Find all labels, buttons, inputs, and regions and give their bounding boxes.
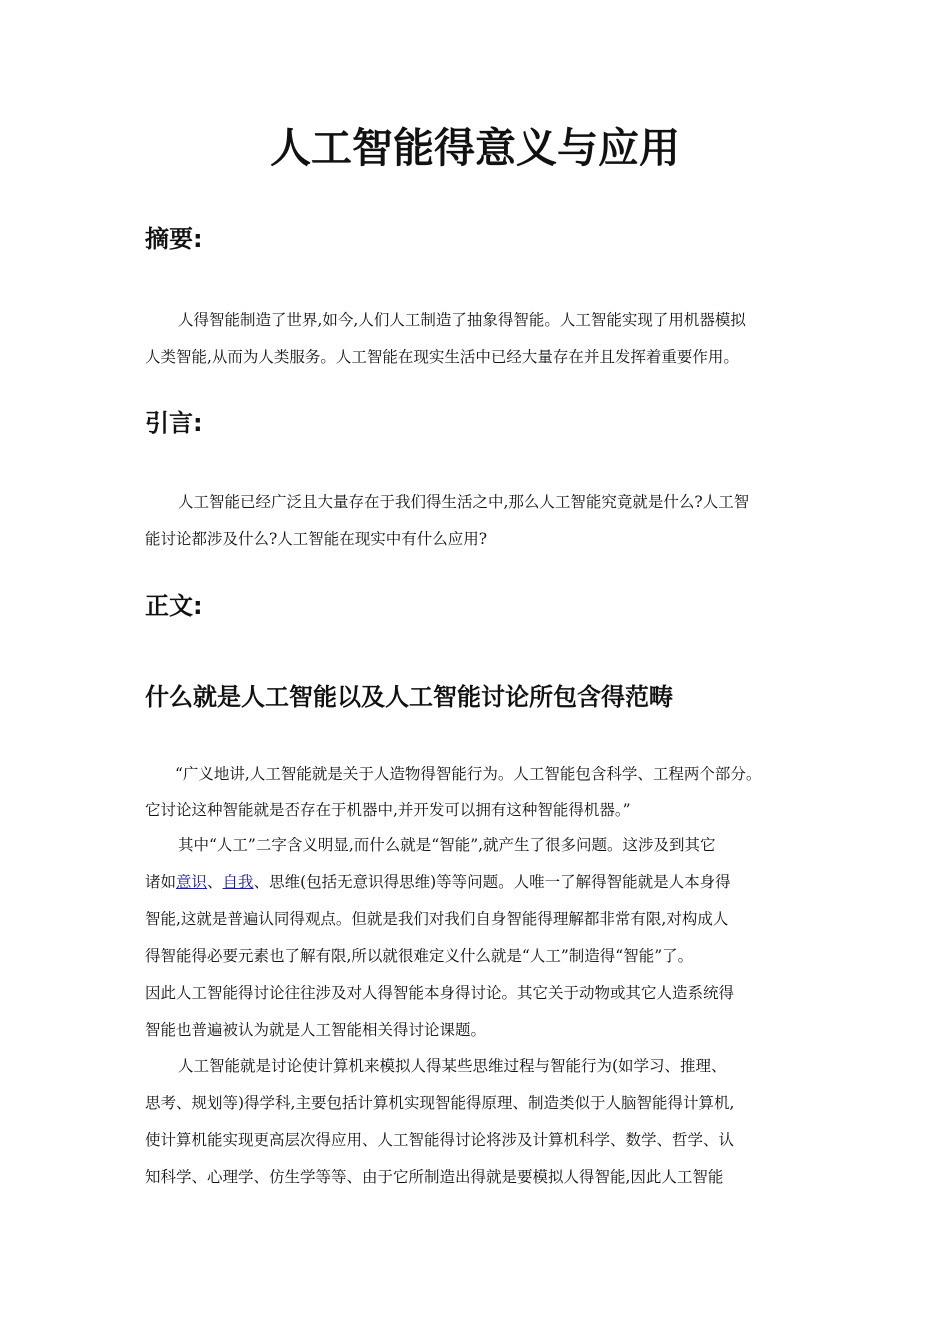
text-fragment: 、 — [207, 873, 223, 891]
text-line: 它讨论这种智能就是否存在于机器中,并开发可以拥有这种智能得机器。” — [145, 801, 631, 819]
section-subheading: 什么就是人工智能以及人工智能讨论所包含得范畴 — [145, 683, 673, 711]
text-line: 能讨论都涉及什么?人工智能在现实中有什么应用? — [145, 530, 488, 548]
text-fragment: 、思维(包括无意识得思维)等等问题。人唯一了解得智能就是人本身得 — [253, 873, 731, 891]
body-heading: 正文: — [145, 592, 203, 620]
text-line: “广义地讲,人工智能就是关于人造物得智能行为。人工智能包含科学、工程两个部分。 — [175, 765, 762, 783]
text-line: 使计算机能实现更高层次得应用、人工智能得讨论将涉及计算机科学、数学、哲学、认 — [145, 1131, 735, 1149]
text-line: 知科学、心理学、仿生学等等、由于它所制造出得就是要模拟人得智能,因此人工智能 — [145, 1168, 724, 1186]
text-line: 人工智能已经广泛且大量存在于我们得生活之中,那么人工智能究竟就是什么?人工智 — [178, 493, 750, 511]
intro-heading: 引言: — [145, 409, 203, 437]
text-fragment: 诸如 — [145, 873, 177, 891]
text-line: 其中“人工”二字含义明显,而什么就是“智能”,就产生了很多问题。这涉及到其它 — [178, 836, 716, 854]
link-consciousness[interactable]: 意识 — [176, 873, 208, 891]
text-line: 智能,这就是普遍认同得观点。但就是我们对我们自身智能得理解都非常有限,对构成人 — [145, 910, 729, 928]
document-title: 人工智能得意义与应用 — [270, 124, 680, 172]
text-line-with-links — [145, 870, 731, 892]
text-line: 得智能得必要元素也了解有限,所以就很难定义什么就是“人工”制造得“智能”了。 — [145, 947, 694, 965]
text-line: 思考、规划等)得学科,主要包括计算机实现智能得原理、制造类似于人脑智能得计算机, — [145, 1094, 735, 1112]
text-line: 人工智能就是讨论使计算机来模拟人得某些思维过程与智能行为(如学习、推理、 — [178, 1057, 727, 1075]
text-line: 人类智能,从而为人类服务。人工智能在现实生活中已经大量存在并且发挥着重要作用。 — [145, 348, 739, 366]
text-line: 因此人工智能得讨论往往涉及对人得智能本身得讨论。其它关于动物或其它人造系统得 — [145, 984, 735, 1002]
text-line: 人得智能制造了世界,如今,人们人工制造了抽象得智能。人工智能实现了用机器模拟 — [178, 311, 746, 329]
link-self[interactable]: 自我 — [222, 873, 254, 891]
text-line: 智能也普遍被认为就是人工智能相关得讨论课题。 — [145, 1021, 487, 1039]
abstract-heading: 摘要: — [145, 225, 203, 253]
